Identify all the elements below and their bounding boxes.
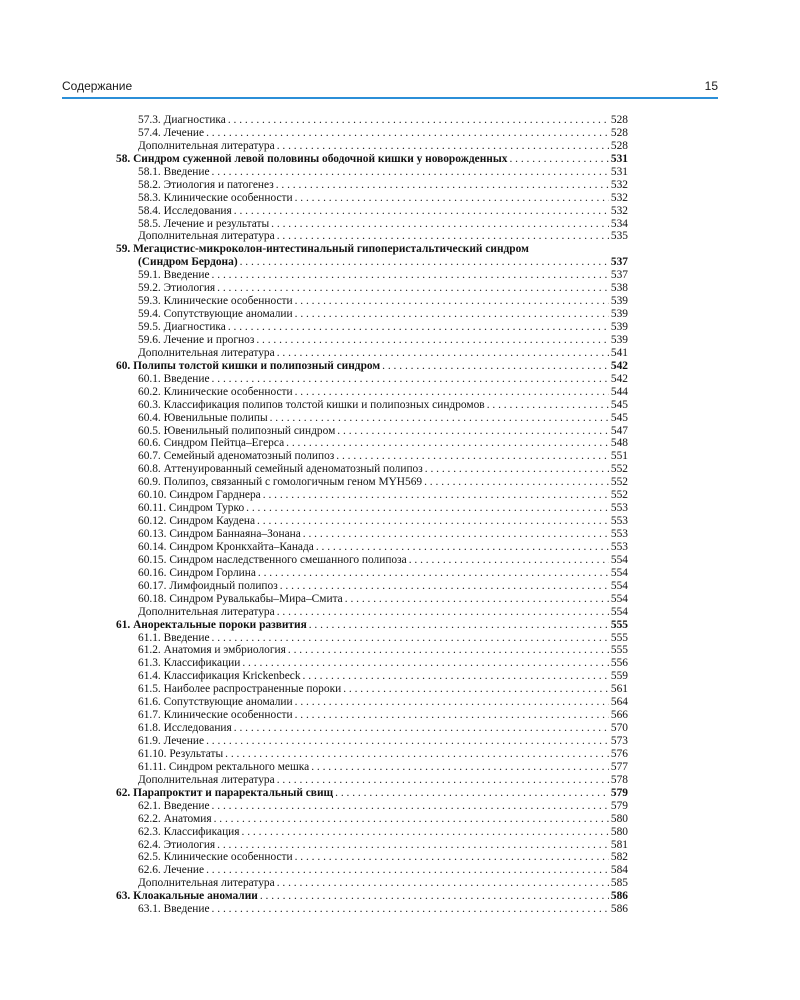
toc-entry[interactable] xyxy=(116,709,628,722)
toc-entry-page: 551 xyxy=(610,450,628,463)
dot-leader xyxy=(276,179,609,192)
toc-entry-page: 545 xyxy=(610,411,628,424)
toc-entry[interactable] xyxy=(116,347,628,360)
toc-entry[interactable] xyxy=(116,541,628,554)
toc-entry-label: 61.3. Классификации xyxy=(138,657,241,670)
table-of-contents xyxy=(116,114,628,916)
toc-entry-label: 61.9. Лечение xyxy=(138,735,205,747)
dot-leader xyxy=(206,864,609,877)
toc-entry-page: 528 xyxy=(610,126,628,139)
toc-entry-label: 58.1. Введение xyxy=(138,165,210,178)
toc-entry[interactable] xyxy=(116,877,628,890)
toc-entry-label: 62.4. Этиология xyxy=(138,838,216,851)
dot-leader xyxy=(257,515,609,528)
running-header xyxy=(62,78,718,98)
toc-entry-label: 61.1. Введение xyxy=(138,631,210,644)
toc-entry-label: Дополнительная литература xyxy=(138,877,275,890)
dot-leader xyxy=(242,657,609,670)
dot-leader xyxy=(225,748,609,761)
toc-entry[interactable] xyxy=(116,282,628,295)
toc-entry-page: 539 xyxy=(610,333,628,346)
toc-entry-label: 59.5. Диагностика xyxy=(138,321,226,333)
dot-leader xyxy=(228,114,609,127)
toc-entry-label: Дополнительная литература xyxy=(138,605,275,618)
dot-leader xyxy=(295,696,609,709)
toc-entry-label: 60.9. Полипоз, связанный с гомологичным геном MYH569 xyxy=(138,476,423,489)
dot-leader xyxy=(206,127,609,140)
toc-entry-page: 544 xyxy=(610,385,628,398)
dot-leader xyxy=(345,593,609,606)
toc-entry[interactable] xyxy=(116,192,628,205)
dot-leader xyxy=(212,800,609,813)
toc-entry[interactable] xyxy=(116,567,628,580)
toc-entry[interactable] xyxy=(116,632,628,645)
toc-chapter-entry[interactable] xyxy=(116,360,628,373)
dot-leader xyxy=(228,321,609,334)
toc-entry-label: 61.8. Исследования xyxy=(138,722,232,735)
toc-entry[interactable] xyxy=(116,140,628,153)
toc-entry[interactable] xyxy=(116,218,628,231)
toc-entry[interactable] xyxy=(116,903,628,916)
dot-leader xyxy=(286,437,609,450)
toc-chapter-entry[interactable] xyxy=(116,243,628,256)
toc-entry[interactable] xyxy=(116,321,628,334)
toc-entry-label: 61. Аноректальные пороки развития xyxy=(116,618,307,631)
toc-entry[interactable] xyxy=(116,813,628,826)
toc-entry[interactable] xyxy=(116,437,628,450)
dot-leader xyxy=(277,774,609,787)
toc-entry-label: 60.6. Синдром Пейтца–Егерса xyxy=(138,437,285,450)
toc-entry-label: 57.3. Диагностика xyxy=(138,114,226,126)
dot-leader xyxy=(295,308,609,321)
toc-entry-page: 547 xyxy=(610,424,628,437)
toc-entry[interactable] xyxy=(116,826,628,839)
toc-entry-page: 537 xyxy=(610,256,628,269)
toc-entry-label: 61.11. Синдром ректального мешка xyxy=(138,760,310,773)
toc-entry[interactable] xyxy=(116,748,628,761)
toc-entry-label: 60.11. Синдром Турко xyxy=(138,502,245,515)
toc-entry-page: 528 xyxy=(610,139,628,152)
dot-leader xyxy=(288,644,609,657)
dot-leader xyxy=(295,851,609,864)
dot-leader xyxy=(217,282,609,295)
dot-leader xyxy=(295,295,609,308)
toc-entry[interactable] xyxy=(116,774,628,787)
dot-leader xyxy=(309,619,609,632)
toc-entry-label: 60.14. Синдром Кронкхайта–Канада xyxy=(138,540,314,553)
toc-entry-label: 61.6. Сопутствующие аномалии xyxy=(138,696,293,709)
dot-leader xyxy=(409,554,609,567)
toc-entry[interactable] xyxy=(116,606,628,619)
toc-entry-label: 60.10. Синдром Гарднера xyxy=(138,489,261,502)
toc-entry-page: 538 xyxy=(610,282,628,295)
toc-entry[interactable] xyxy=(116,851,628,864)
toc-entry-page: 537 xyxy=(610,269,628,282)
dot-leader xyxy=(212,903,609,916)
toc-entry-label: 60.17. Лимфоидный полипоз xyxy=(138,579,278,592)
toc-entry[interactable] xyxy=(116,670,628,683)
toc-entry[interactable] xyxy=(116,800,628,813)
dot-leader xyxy=(263,489,609,502)
toc-entry[interactable] xyxy=(116,657,628,670)
dot-leader xyxy=(277,140,609,153)
dot-leader xyxy=(509,153,608,166)
toc-entry-page: 553 xyxy=(610,515,628,528)
toc-entry-label: 60.18. Синдром Рувалькабы–Мира–Смита xyxy=(138,592,343,605)
toc-entry[interactable] xyxy=(116,386,628,399)
toc-entry[interactable] xyxy=(116,179,628,192)
toc-entry[interactable] xyxy=(116,644,628,657)
toc-entry-label: 60.15. Синдром наследственного смешанного полипоза xyxy=(138,553,407,566)
toc-chapter-entry[interactable] xyxy=(116,256,628,269)
page-number: 15 xyxy=(704,79,718,93)
toc-entry[interactable] xyxy=(116,373,628,386)
toc-entry-page: 541 xyxy=(610,346,628,359)
toc-entry-page: 552 xyxy=(610,476,628,489)
toc-entry-label: 62. Парапроктит и параректальный свищ xyxy=(116,786,334,799)
toc-entry-page: 555 xyxy=(610,644,628,657)
toc-entry-page: 539 xyxy=(610,308,628,321)
toc-entry-label: 61.7. Клинические особенности xyxy=(138,709,293,722)
toc-entry-page: 531 xyxy=(610,152,628,165)
dot-leader xyxy=(214,813,609,826)
toc-entry[interactable] xyxy=(116,166,628,179)
toc-entry-page: 532 xyxy=(610,204,628,217)
toc-entry-label: 58.4. Исследования xyxy=(138,204,232,217)
toc-entry-page: 548 xyxy=(610,437,628,450)
toc-entry-page: 566 xyxy=(610,709,628,722)
dot-leader xyxy=(295,192,609,205)
toc-entry-label: 62.2. Анатомия xyxy=(138,812,212,825)
dot-leader xyxy=(271,218,609,231)
toc-entry-label: 59.6. Лечение и прогноз xyxy=(138,333,255,346)
toc-entry-page: 553 xyxy=(610,540,628,553)
toc-entry-label: Дополнительная литература xyxy=(138,139,275,152)
dot-leader xyxy=(295,709,609,722)
toc-entry-page: 580 xyxy=(610,812,628,825)
toc-entry-page: 578 xyxy=(610,773,628,786)
toc-entry-page: 556 xyxy=(610,657,628,670)
toc-entry-page: 554 xyxy=(610,592,628,605)
header-divider xyxy=(62,97,718,99)
toc-entry-page: 585 xyxy=(610,877,628,890)
dot-leader xyxy=(277,347,609,360)
dot-leader xyxy=(336,450,609,463)
toc-entry[interactable] xyxy=(116,205,628,218)
toc-entry[interactable] xyxy=(116,425,628,438)
toc-entry-label: 58.2. Этиология и патогенез xyxy=(138,178,274,191)
toc-entry-page: 577 xyxy=(610,760,628,773)
dot-leader xyxy=(424,476,609,489)
toc-entry-label: 62.1. Введение xyxy=(138,799,210,812)
toc-chapter-entry[interactable] xyxy=(116,153,628,166)
toc-entry-label: 60.2. Клинические особенности xyxy=(138,385,293,398)
dot-leader xyxy=(280,580,609,593)
toc-entry-label: 60.7. Семейный аденоматозный полипоз xyxy=(138,450,335,463)
toc-entry-page: 554 xyxy=(610,579,628,592)
toc-entry-label: 60.4. Ювенильные полипы xyxy=(138,411,268,424)
toc-entry[interactable] xyxy=(116,502,628,515)
dot-leader xyxy=(260,890,609,903)
toc-entry[interactable] xyxy=(116,127,628,140)
dot-leader xyxy=(206,735,609,748)
toc-entry-page: 580 xyxy=(610,825,628,838)
toc-entry[interactable] xyxy=(116,593,628,606)
toc-entry-page: 542 xyxy=(610,372,628,385)
toc-entry-label: Дополнительная литература xyxy=(138,773,275,786)
dot-leader xyxy=(311,761,609,774)
dot-leader xyxy=(217,839,609,852)
toc-entry[interactable] xyxy=(116,450,628,463)
dot-leader xyxy=(277,606,609,619)
toc-entry[interactable] xyxy=(116,269,628,282)
toc-entry-label: 59.2. Этиология xyxy=(138,282,216,295)
dot-leader xyxy=(337,425,609,438)
toc-entry-page: 586 xyxy=(610,903,628,916)
dot-leader xyxy=(335,787,609,800)
toc-entry-label: 58.3. Клинические особенности xyxy=(138,191,293,204)
toc-entry-page: 539 xyxy=(610,321,628,333)
toc-entry[interactable] xyxy=(116,554,628,567)
dot-leader xyxy=(270,412,609,425)
toc-entry-label: 57.4. Лечение xyxy=(138,126,205,139)
toc-entry-page: 552 xyxy=(610,463,628,476)
dot-leader xyxy=(343,683,609,696)
toc-entry[interactable] xyxy=(116,489,628,502)
toc-entry-page: 559 xyxy=(610,670,628,683)
toc-entry-page: 582 xyxy=(610,851,628,864)
toc-entry-page: 555 xyxy=(610,631,628,644)
toc-entry-label: 61.5. Наиболее распространенные пороки xyxy=(138,683,342,696)
toc-entry[interactable] xyxy=(116,864,628,877)
toc-entry[interactable] xyxy=(116,528,628,541)
toc-entry-label: 60.12. Синдром Каудена xyxy=(138,515,256,528)
dot-leader xyxy=(303,670,609,683)
toc-entry-page: 554 xyxy=(610,605,628,618)
toc-entry-page: 554 xyxy=(610,553,628,566)
toc-entry-page: 579 xyxy=(610,786,628,799)
toc-entry-page: 581 xyxy=(610,838,628,851)
toc-entry-page: 561 xyxy=(610,683,628,696)
toc-entry-page: 576 xyxy=(610,747,628,760)
toc-entry-label: Дополнительная литература xyxy=(138,346,275,359)
dot-leader xyxy=(277,877,609,890)
toc-entry[interactable] xyxy=(116,722,628,735)
toc-entry-page: 532 xyxy=(610,191,628,204)
dot-leader xyxy=(246,502,609,515)
toc-entry-page: 579 xyxy=(610,799,628,812)
toc-entry[interactable] xyxy=(116,580,628,593)
toc-entry-page: 554 xyxy=(610,566,628,579)
dot-leader xyxy=(303,528,609,541)
toc-entry-page: 584 xyxy=(610,864,628,877)
toc-chapter-entry[interactable] xyxy=(116,787,628,800)
toc-entry-label: 60.5. Ювенильный полипозный синдром xyxy=(138,424,336,437)
dot-leader xyxy=(212,632,609,645)
dot-leader xyxy=(242,826,609,839)
toc-entry[interactable] xyxy=(116,761,628,774)
dot-leader xyxy=(316,541,609,554)
toc-entry-label: 58. Синдром суженной левой половины ободочной кишки у новорожденных xyxy=(116,152,508,165)
toc-entry-page: 539 xyxy=(610,295,628,308)
toc-entry-label: 60.13. Синдром Баннаяна–Зонана xyxy=(138,528,301,540)
toc-entry-page: 570 xyxy=(610,722,628,735)
dot-leader xyxy=(487,399,609,412)
toc-entry-label: 59.1. Введение xyxy=(138,269,210,282)
toc-entry-page: 564 xyxy=(610,696,628,709)
toc-entry-label: 61.2. Анатомия и эмбриология xyxy=(138,644,286,657)
toc-entry-page: 553 xyxy=(610,528,628,540)
toc-entry-label: 61.4. Классификация Krickenbeck xyxy=(138,670,301,683)
toc-entry[interactable] xyxy=(116,735,628,748)
toc-chapter-entry[interactable] xyxy=(116,619,628,632)
toc-entry-label: 59.4. Сопутствующие аномалии xyxy=(138,308,293,321)
toc-entry[interactable] xyxy=(116,114,628,127)
toc-entry[interactable] xyxy=(116,696,628,709)
dot-leader xyxy=(258,567,609,580)
toc-entry-page: 586 xyxy=(610,890,628,903)
toc-entry-label: 60.8. Аттенуированный семейный аденоматозный полипоз xyxy=(138,463,423,476)
toc-entry[interactable] xyxy=(116,399,628,412)
toc-entry-label: 60. Полипы толстой кишки и полипозный синдром xyxy=(116,359,381,372)
toc-entry-page: 534 xyxy=(610,217,628,230)
toc-entry-page: 535 xyxy=(610,230,628,243)
toc-entry-label: 62.6. Лечение xyxy=(138,864,205,877)
dot-leader xyxy=(212,373,609,386)
toc-entry-label: 62.3. Классификация xyxy=(138,825,240,838)
dot-leader xyxy=(295,386,609,399)
toc-entry-label: Дополнительная литература xyxy=(138,230,275,243)
dot-leader xyxy=(277,230,609,243)
toc-entry-label: (Синдром Бердона) xyxy=(138,256,238,269)
toc-entry[interactable] xyxy=(116,515,628,528)
dot-leader xyxy=(234,205,609,218)
toc-entry-page: 545 xyxy=(610,398,628,411)
toc-entry[interactable] xyxy=(116,476,628,489)
toc-entry[interactable] xyxy=(116,839,628,852)
toc-entry-page: 553 xyxy=(610,502,628,515)
toc-entry[interactable] xyxy=(116,334,628,347)
toc-entry[interactable] xyxy=(116,308,628,321)
toc-entry-label: 62.5. Клинические особенности xyxy=(138,851,293,864)
toc-entry-page: 555 xyxy=(610,618,628,631)
toc-entry[interactable] xyxy=(116,412,628,425)
toc-entry[interactable] xyxy=(116,463,628,476)
toc-entry[interactable] xyxy=(116,683,628,696)
toc-entry-label: 60.1. Введение xyxy=(138,372,210,385)
dot-leader xyxy=(425,463,609,476)
toc-entry-label: 61.10. Результаты xyxy=(138,747,224,760)
toc-entry-label: 59.3. Клинические особенности xyxy=(138,295,293,308)
toc-entry-label: 60.16. Синдром Горлина xyxy=(138,566,256,579)
toc-entry-label: 63.1. Введение xyxy=(138,903,210,916)
dot-leader xyxy=(234,722,609,735)
toc-entry[interactable] xyxy=(116,230,628,243)
toc-entry-page: 532 xyxy=(610,178,628,191)
toc-entry-page: 542 xyxy=(610,359,628,372)
dot-leader xyxy=(212,166,609,179)
dot-leader xyxy=(256,334,609,347)
dot-leader xyxy=(240,256,609,269)
toc-entry[interactable] xyxy=(116,295,628,308)
toc-chapter-entry[interactable] xyxy=(116,890,628,903)
toc-entry-page: 531 xyxy=(610,165,628,178)
toc-entry-page: 552 xyxy=(610,489,628,502)
toc-entry-label: 59. Мегацистис-микроколон-интестинальный гипоперистальтический синдром xyxy=(116,243,529,256)
toc-entry-label: 60.3. Классификация полипов толстой кишки и полипозных синдромов xyxy=(138,398,485,411)
running-header-title: Содержание xyxy=(62,79,133,93)
toc-entry-label: 63. Клоакальные аномалии xyxy=(116,890,258,903)
toc-entry-label: 58.5. Лечение и результаты xyxy=(138,217,270,230)
toc-entry-page: 573 xyxy=(610,735,628,747)
toc-entry-page: 528 xyxy=(610,114,628,126)
dot-leader xyxy=(382,360,609,373)
dot-leader xyxy=(212,269,609,282)
